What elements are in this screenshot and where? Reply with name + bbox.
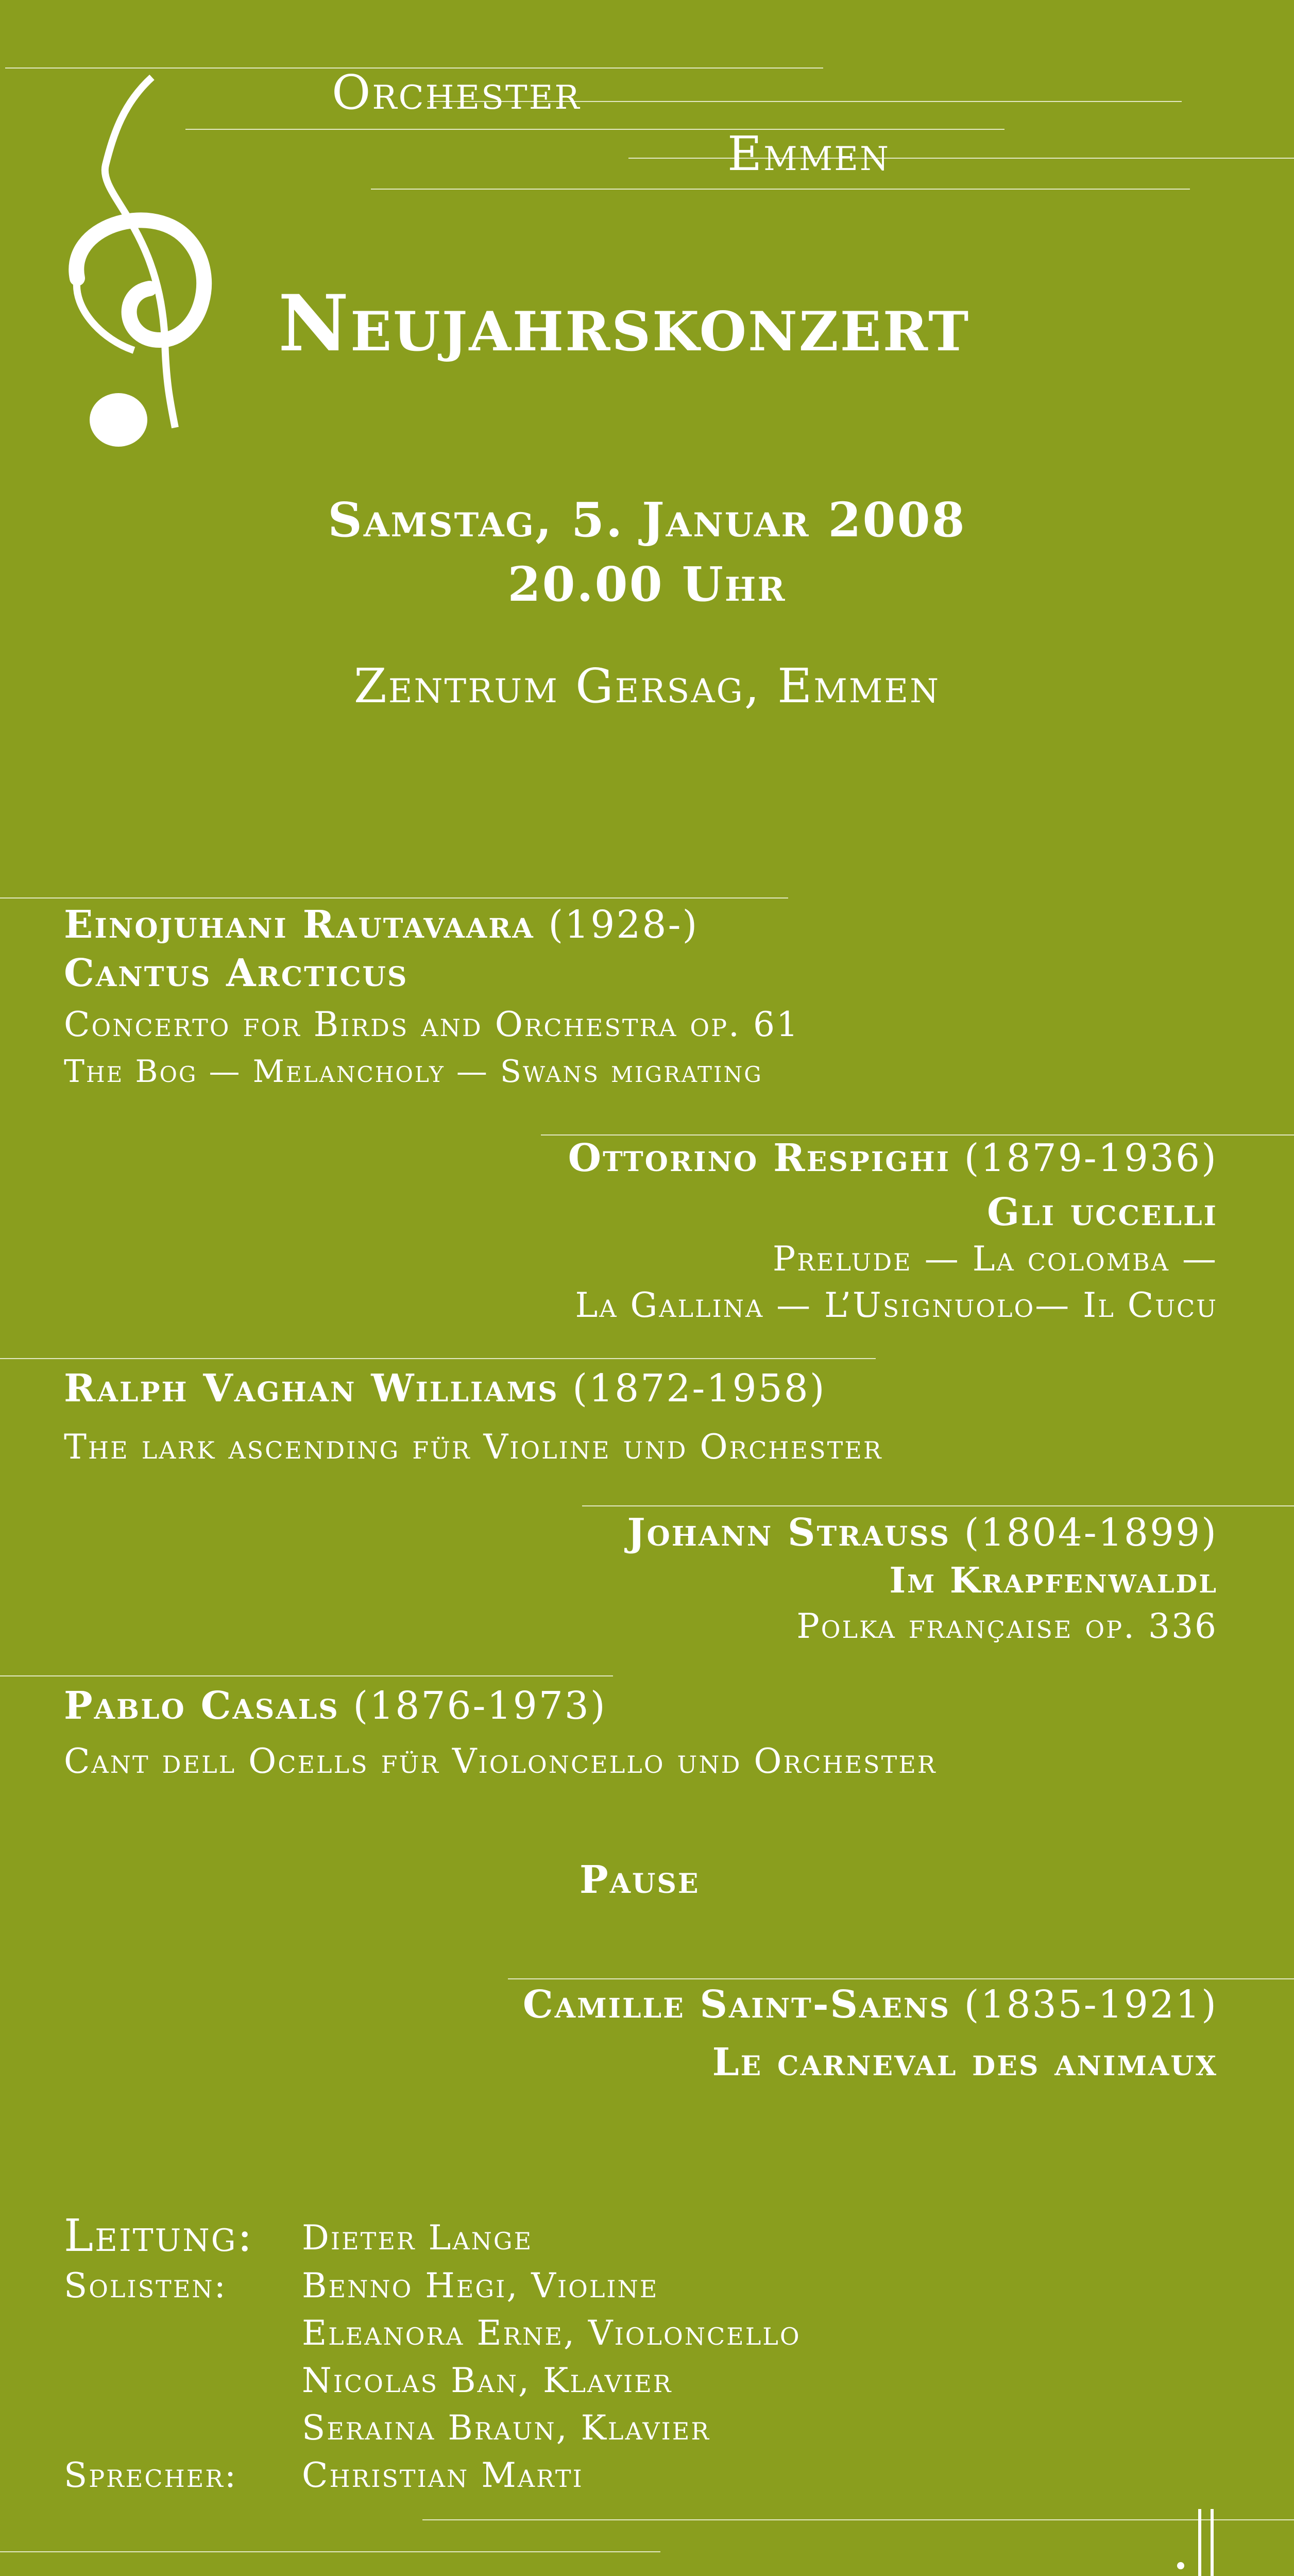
work-subtitle: Polka française op. 336 <box>796 1606 1218 1646</box>
composer-years: (1835-1921) <box>964 1982 1218 2027</box>
composer-saint-saens <box>523 1982 1218 2027</box>
composer-years: (1876-1973) <box>353 1684 607 1728</box>
work-title: Cantus Arcticus <box>64 951 408 995</box>
concert-date: Samstag, 5. Januar 2008 <box>328 492 966 548</box>
solist-name: Nicolas Ban, Klavier <box>302 2361 673 2400</box>
work-subtitle: The lark ascending für Violine und Orchester <box>64 1427 883 1467</box>
orchestra-name-line1: Orchester <box>332 65 581 120</box>
work-title: Gli uccelli <box>986 1190 1218 1234</box>
composer-rautavaara <box>64 903 699 947</box>
composer-name: Johann Strauss <box>627 1511 951 1555</box>
staff-line <box>371 189 1190 190</box>
work-title: Le carneval des animaux <box>712 2040 1218 2084</box>
solist-name: Benno Hegi, Violine <box>302 2266 659 2306</box>
composer-name: Einojuhani Rautavaara <box>64 903 535 947</box>
leitung-name: Dieter Lange <box>302 2218 533 2258</box>
divider-line <box>0 1675 613 1676</box>
sprecher-name: Christian Marti <box>302 2455 584 2495</box>
work-movements: Prelude — La colomba — <box>772 1239 1218 1279</box>
composer-casals <box>64 1684 607 1728</box>
divider-line <box>0 1358 876 1359</box>
divider-line <box>0 897 788 899</box>
divider-line <box>508 1978 1294 1979</box>
composer-years: (1879-1936) <box>964 1136 1218 1180</box>
divider-line <box>541 1134 1294 1136</box>
solist-name: Eleanora Erne, Violoncello <box>302 2313 801 2353</box>
staff-line <box>422 2519 1294 2520</box>
concert-venue: Zentrum Gersag, Emmen <box>353 658 941 714</box>
treble-clef-icon <box>57 72 222 453</box>
leitung-label: Leitung: <box>64 2210 254 2262</box>
work-subtitle: Cant dell Ocells für Violoncello und Orchester <box>64 1741 937 1781</box>
composer-vaughan-williams <box>64 1366 826 1411</box>
work-title: Im Krapfenwaldl <box>889 1560 1218 1601</box>
pause-label: Pause <box>580 1858 700 1902</box>
work-movements: La Gallina — L’Usignuolo— Il Cucu <box>575 1285 1218 1325</box>
composer-name: Ottorino Respighi <box>568 1136 951 1180</box>
composer-strauss <box>627 1511 1218 1555</box>
composer-years: (1928-) <box>548 903 699 947</box>
composer-years: (1872-1958) <box>572 1366 826 1411</box>
composer-name: Camille Saint-Saens <box>522 1982 951 2027</box>
concert-title: Neujahrskonzert <box>278 278 970 369</box>
staff-line <box>0 2551 660 2552</box>
work-movements: The Bog — Melancholy — Swans migrating <box>64 1054 763 1090</box>
composer-respighi <box>568 1136 1218 1180</box>
repeat-barline-icon <box>1168 2509 1225 2576</box>
work-subtitle: Concerto for Birds and Orchestra op. 61 <box>64 1005 799 1044</box>
orchestra-name-line2: Emmen <box>727 126 890 181</box>
solist-name: Seraina Braun, Klavier <box>302 2408 710 2448</box>
divider-line <box>582 1505 1294 1506</box>
composer-years: (1804-1899) <box>964 1511 1218 1555</box>
composer-name: Ralph Vaghan Williams <box>64 1366 559 1411</box>
sprecher-label: Sprecher: <box>64 2455 238 2495</box>
composer-name: Pablo Casals <box>64 1684 339 1728</box>
concert-time: 20.00 Uhr <box>507 556 787 612</box>
solisten-label: Solisten: <box>64 2266 227 2306</box>
